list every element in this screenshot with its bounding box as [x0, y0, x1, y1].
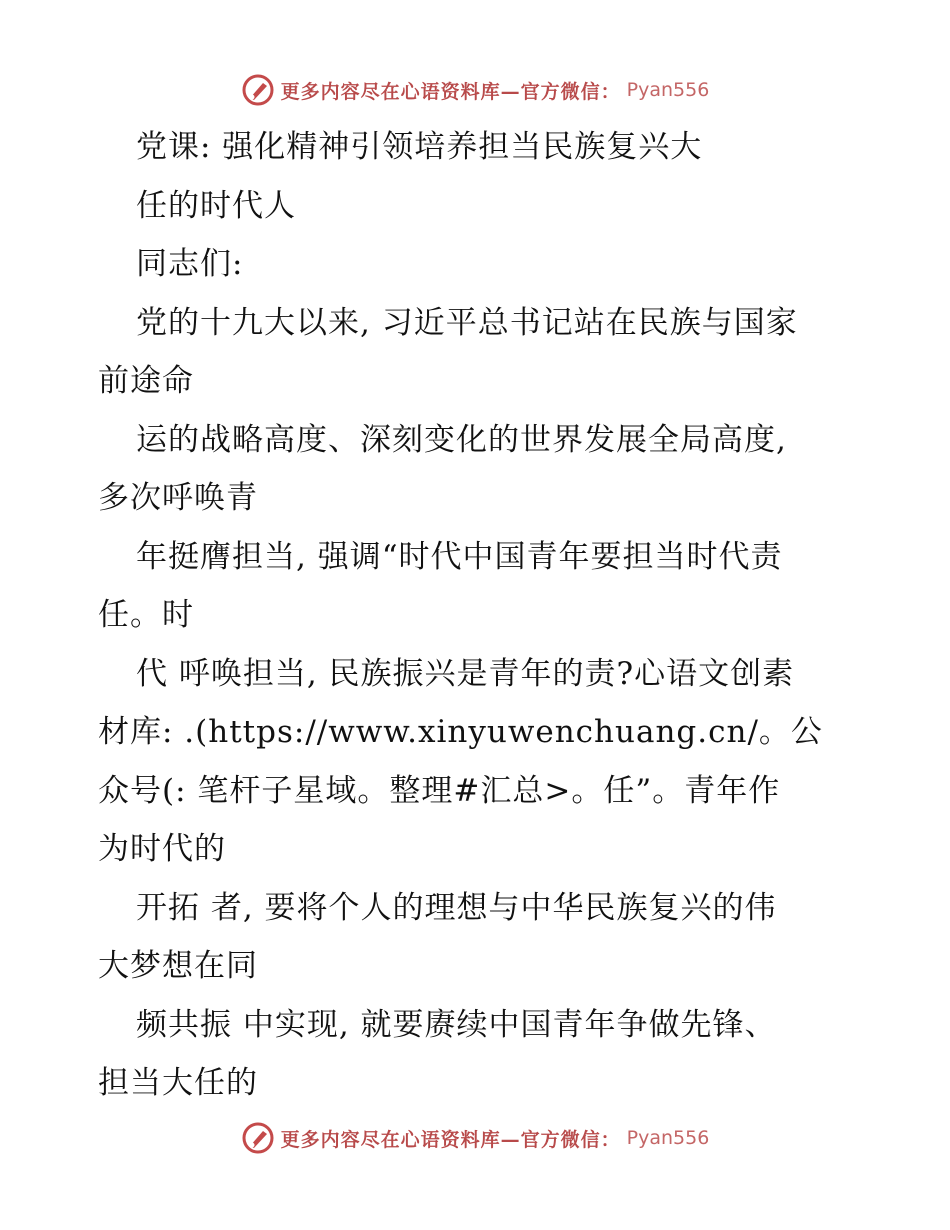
- header-watermark-banner: [0, 70, 950, 110]
- footer-watermark-banner: [0, 1118, 950, 1158]
- watermark-wechat-id: Pyan556: [626, 79, 710, 101]
- body-line: 前途命: [98, 363, 194, 399]
- body-line: 党的十九大以来, 习近平总书记站在民族与国家: [136, 304, 798, 341]
- body-line: 代 呼唤担当, 民族振兴是青年的责?心语文创素: [136, 655, 795, 692]
- body-line: 担当大任的: [98, 1065, 258, 1101]
- watermark-text: 更多内容尽在心语资料库—官方微信：: [280, 80, 621, 103]
- title-line-1: 党课: 强化精神引领培养担当民族复兴大: [136, 129, 703, 165]
- body-line: 年挺膺担当, 强调“时代中国青年要担当时代责: [136, 538, 783, 575]
- body-line: 众号(: 笔杆子星域。整理#汇总>。任”。青年作: [98, 772, 781, 809]
- document-body: [98, 118, 858, 1113]
- pen-logo-icon: [241, 1121, 275, 1155]
- body-line: 任。时: [98, 597, 194, 633]
- watermark-wechat-id: Pyan556: [626, 1127, 710, 1149]
- body-line: 运的战略高度、深刻变化的世界发展全局高度,: [136, 421, 787, 458]
- body-line: 为时代的: [98, 831, 226, 867]
- pen-logo-icon: [241, 73, 275, 107]
- body-line: 开拓 者, 要将个人的理想与中华民族复兴的伟: [136, 889, 777, 926]
- body-line: 材库: .(https://www.xinyuwenchuang.cn/。公: [98, 714, 823, 750]
- title-line-2: 任的时代人: [136, 187, 296, 224]
- salutation-line: 同志们:: [136, 246, 244, 282]
- body-line: 频共振 中实现, 就要赓续中国青年争做先锋、: [136, 1006, 777, 1043]
- body-line: 多次呼唤青: [98, 480, 258, 516]
- body-line: 大梦想在同: [98, 948, 258, 984]
- watermark-text: 更多内容尽在心语资料库—官方微信：: [280, 1128, 621, 1151]
